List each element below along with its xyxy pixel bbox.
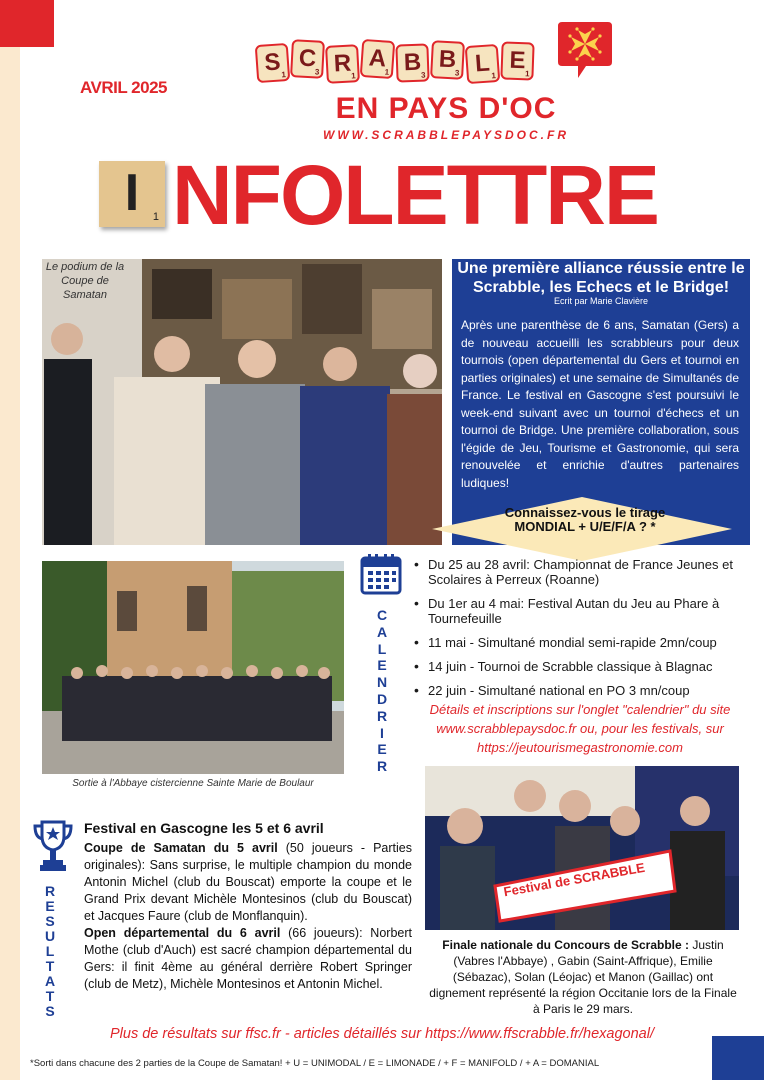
logo-subtitle: EN PAYS D'OC xyxy=(335,92,557,125)
footnote: *Sorti dans chacune des 2 parties de la Coupe de Samatan! + U = UNIMODAL / E = LIMONADE / + F = MANIFOLD / + A = DOMANIAL xyxy=(30,1058,600,1069)
article-body: Après une parenthèse de 6 ans, Samatan (Gers) a de nouveau accueilli les scrabbleurs pour deux tournois (open départemental du Gers et tournoi en parties originales) et une semaine de Simultanés de France. Le festival en Gascogne s'est poursuivi le week-end suivant avec un tournoi d'échecs et un tournoi de Bridge. Une première collaboration, sous l'égide de Jeu, Tourisme et Gastronomie, qui sera renouvelée et enrichie d'autres partenaires ludiques! xyxy=(461,318,739,490)
logo-tile: R 1 xyxy=(325,44,360,84)
results-vertical-label: R E S U L T A T S xyxy=(44,883,56,1019)
calendar-list xyxy=(412,557,756,707)
logo-tile: E 1 xyxy=(500,41,534,80)
logo-url[interactable]: WWW.SCRABBLEPAYSDOC.FR xyxy=(323,128,569,142)
issue-date: AVRIL 2025 xyxy=(80,78,167,97)
trophy-icon xyxy=(32,818,74,876)
calendar-item: • 11 mai - Simultané mondial semi-rapide 2mn/coup xyxy=(412,635,756,650)
quiz-text: Connaissez-vous le tirage MONDIAL + U/E/F/A ? * xyxy=(504,505,666,534)
title-letter-tile xyxy=(99,161,165,227)
results-p2-title: Open départemental du 6 avril xyxy=(84,926,281,940)
calendar-icon xyxy=(360,553,402,595)
results-p1-text: (50 joueurs - Parties originales): Sans surprise, le multiple champion du monde Antonin Michel (club du Bouscat) emporte la coupe et le Grand Prix devant Michèle Montesinos (club du Bouscat) et Jacques Faure (club de Monflanquin). xyxy=(84,841,412,923)
results-paragraph xyxy=(84,925,412,993)
logo-tile: A 1 xyxy=(360,39,396,79)
banner-text: Festival de SCRABBLE xyxy=(502,859,646,900)
finale-heading: Finale nationale du Concours de Scrabble : xyxy=(442,938,690,952)
title-tile-score: 1 xyxy=(152,211,159,223)
article-author: Ecrit par Marie Clavière xyxy=(553,296,649,306)
finale-text xyxy=(425,937,741,1017)
calendar-item: • 22 juin - Simultané national en PO 3 mn/coup xyxy=(412,683,756,698)
calendar-item: • Du 25 au 28 avril: Championnat de France Jeunes et Scolaires à Perreux (Roanne) xyxy=(412,557,756,587)
logo-tile: B 3 xyxy=(395,43,429,82)
results-link-line[interactable]: Plus de résultats sur ffsc.fr - articles détaillés sur https://www.ffscrabble.fr/hexagonal/ xyxy=(110,1026,654,1042)
results-paragraph xyxy=(84,840,412,925)
occitan-cross-icon xyxy=(556,18,614,82)
podium-caption: Le podium de la Coupe de Samatan xyxy=(45,261,125,301)
article-title: Une première alliance réussie entre le Scrabble, les Echecs et le Bridge! xyxy=(457,260,745,296)
finale-kids-photo xyxy=(425,766,739,930)
calendar-item: • Du 1er au 4 mai: Festival Autan du Jeu au Phare à Tournefeuille xyxy=(412,596,756,626)
calendar-vertical-label: C A L E N D R I E R xyxy=(376,607,388,775)
results-p1-title: Coupe de Samatan du 5 avril xyxy=(84,841,278,855)
results-p2-text: (66 joueurs): Norbert Mothe (club d'Auch) est sacré champion départemental du Gers: il finit 4ème au général derrière Robert Springer (club de Metz), Michèle Montesinos et Antonin Michel. xyxy=(84,926,412,991)
logo-tile: C 3 xyxy=(290,39,325,79)
results-body xyxy=(84,840,412,993)
left-accent-band xyxy=(0,47,20,1080)
abbey-group-photo xyxy=(42,561,344,774)
corner-accent-red xyxy=(0,0,54,47)
logo-tile: S 1 xyxy=(255,43,291,83)
results-heading: Festival en Gascogne les 5 et 6 avril xyxy=(84,820,324,836)
calendar-note[interactable]: Détails et inscriptions sur l'onglet "calendrier" du site www.scrabblepaysdoc.fr ou, pour les festivals, sur https://jeutourismegastronomie.com xyxy=(429,702,731,755)
logo-tile: B 3 xyxy=(430,40,465,80)
newsletter-title: NFOLETTRE xyxy=(172,148,658,242)
finale-body: Justin (Vabres l'Abbaye) , Gabin (Saint-Affrique), Emilie (Sébazac), Solan (Léojac) et Manon (Gaillac) ont dignement représenté la région Occitanie lors de la Finale à Paris le 29 mars. xyxy=(429,938,737,1016)
logo-tile: L 1 xyxy=(465,44,501,84)
title-tile-letter: I xyxy=(124,164,140,222)
calendar-item: • 14 juin - Tournoi de Scrabble classique à Blagnac xyxy=(412,659,756,674)
abbey-caption: Sortie à l'Abbaye cistercienne Sainte Marie de Boulaur xyxy=(72,778,314,789)
